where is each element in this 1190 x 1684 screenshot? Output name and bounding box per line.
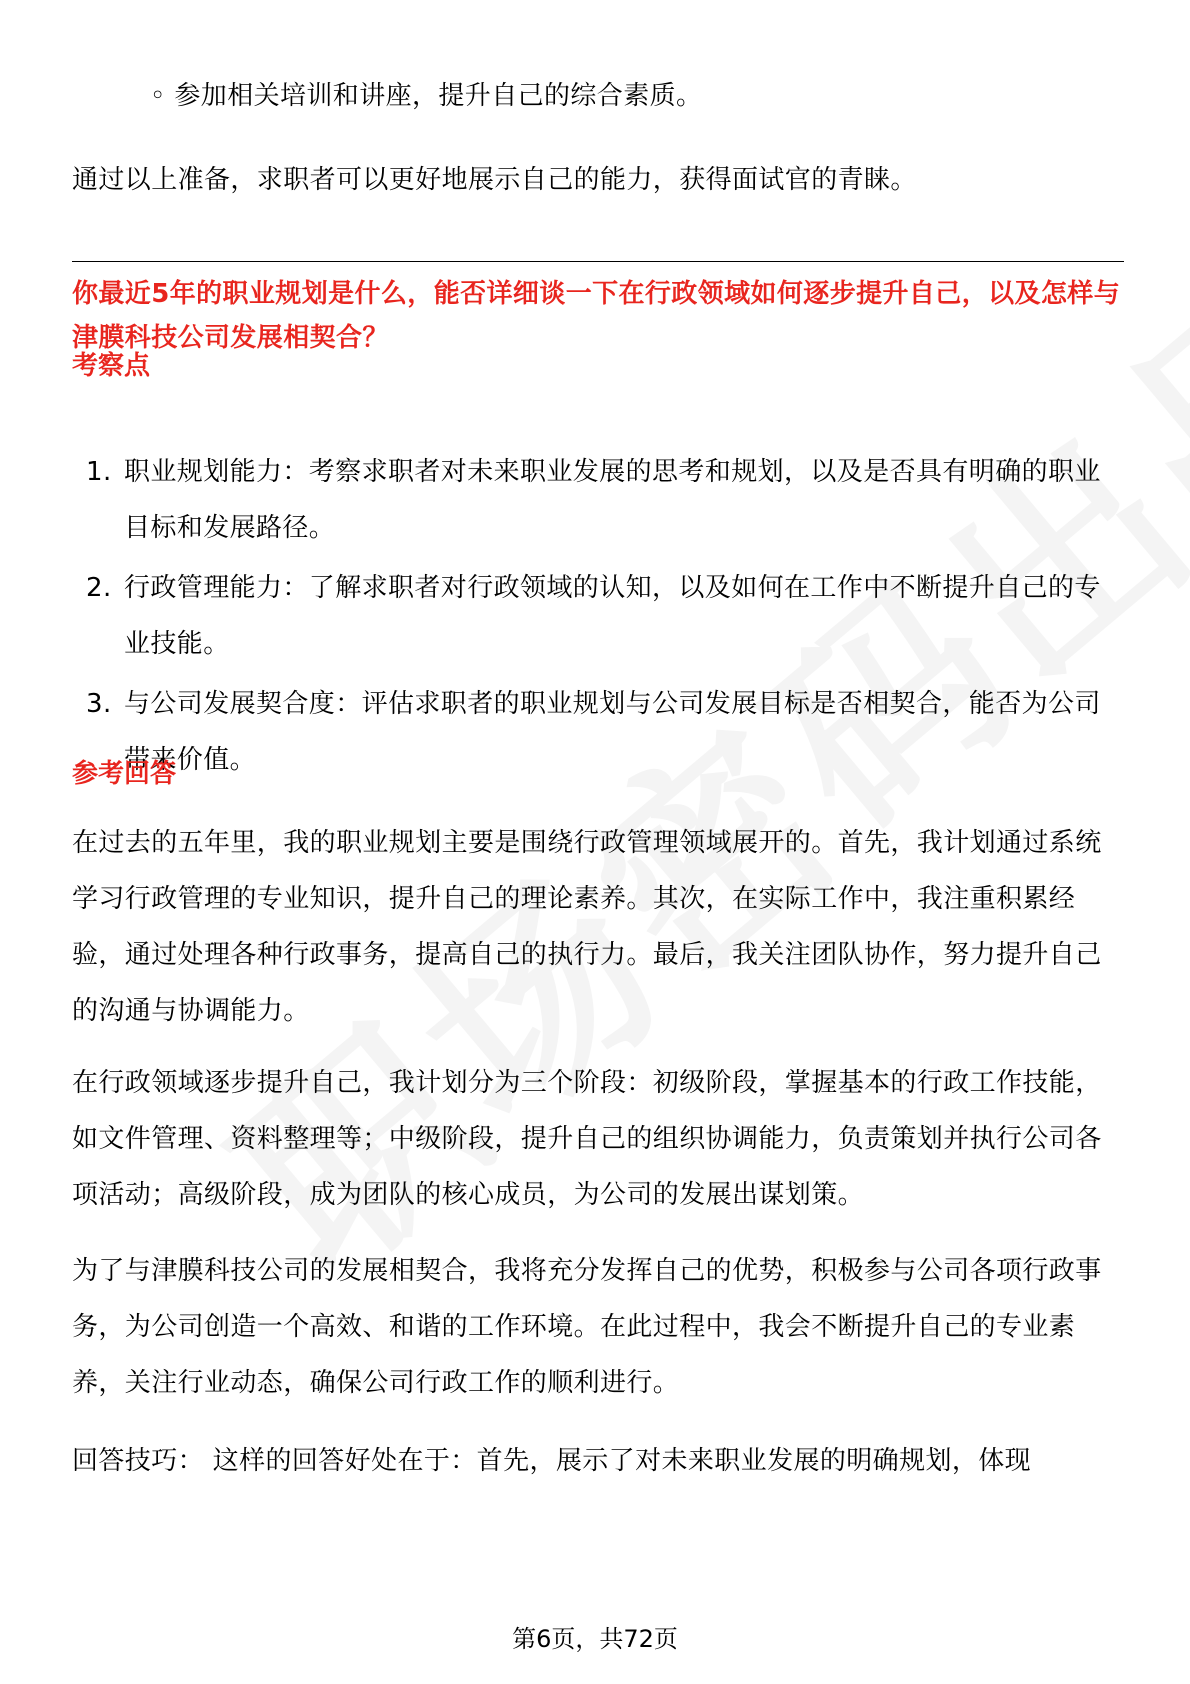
list-item	[72, 444, 1124, 556]
question-heading: 你最近5年的职业规划是什么，能否详细谈一下在行政领域如何逐步提升自己，以及怎样与津膜科技公司发展相契合？	[72, 279, 1121, 353]
sub-bullet-item: ◦ 参加相关培训和讲座，提升自己的综合素质。	[150, 81, 703, 111]
focus-points-list	[72, 444, 1124, 792]
list-item-text: 职业规划能力：考察求职者对未来职业发展的思考和规划，以及是否具有明确的职业目标和发展路径。	[124, 457, 1101, 543]
focus-section-title: 考察点	[72, 351, 151, 381]
answer-section-title: 参考回答	[72, 759, 177, 789]
list-item	[72, 560, 1124, 672]
list-number: 1.	[86, 457, 112, 487]
list-item	[72, 676, 1124, 788]
list-item-text: 行政管理能力：了解求职者对行政领域的认知，以及如何在工作中不断提升自己的专业技能。	[124, 573, 1101, 659]
section-divider	[72, 261, 1124, 262]
answer-paragraph: 在过去的五年里，我的职业规划主要是围绕行政管理领域展开的。首先，我计划通过系统学习行政管理的专业知识，提升自己的理论素养。其次，在实际工作中，我注重积累经验，通过处理各种行政事务，提高自己的执行力。最后，我关注团队协作，努力提升自己的沟通与协调能力。	[72, 828, 1102, 1026]
intro-conclusion: 通过以上准备，求职者可以更好地展示自己的能力，获得面试官的青睐。	[72, 165, 917, 195]
answer-paragraph: 在行政领域逐步提升自己，我计划分为三个阶段：初级阶段，掌握基本的行政工作技能，如文件管理、资料整理等；中级阶段，提升自己的组织协调能力，负责策划并执行公司各项活动；高级阶段，成为团队的核心成员，为公司的发展出谋划策。	[72, 1068, 1102, 1210]
list-item-text: 与公司发展契合度：评估求职者的职业规划与公司发展目标是否相契合，能否为公司带来价值。	[124, 689, 1101, 775]
list-number: 3.	[86, 689, 112, 719]
answer-paragraph: 为了与津膜科技公司的发展相契合，我将充分发挥自己的优势，积极参与公司各项行政事务，为公司创造一个高效、和谐的工作环境。在此过程中，我会不断提升自己的专业素养，关注行业动态，确保公司行政工作的顺利进行。	[72, 1256, 1102, 1398]
list-number: 2.	[86, 573, 112, 603]
answer-tips: 回答技巧： 这样的回答好处在于：首先，展示了对未来职业发展的明确规划，体现	[72, 1446, 1032, 1476]
page-number-footer: 第6页，共72页	[512, 1625, 678, 1653]
